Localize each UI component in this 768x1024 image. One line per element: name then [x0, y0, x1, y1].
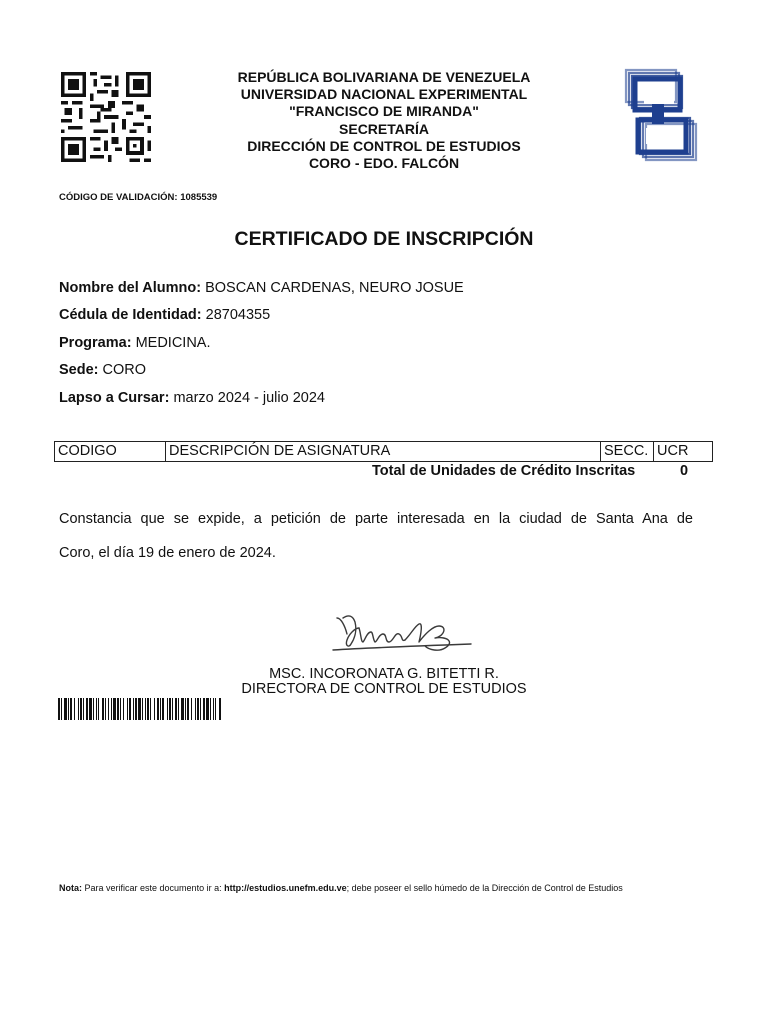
courses-table: [54, 441, 713, 462]
term-row: [59, 390, 325, 406]
site-value: CORO: [102, 362, 147, 378]
validation-code: [59, 192, 217, 203]
university-logo: [616, 66, 702, 166]
term-value: marzo 2024 - julio 2024: [173, 390, 325, 406]
program-value: MEDICINA.: [135, 335, 211, 351]
term-label: Lapso a Cursar:: [59, 390, 170, 406]
table-header-row: [55, 442, 713, 462]
total-credits-value: 0: [680, 463, 689, 479]
program-label: Programa:: [59, 335, 132, 351]
barcode-icon: [58, 698, 221, 720]
student-id-row: [59, 307, 270, 323]
column-header-code: CODIGO: [55, 442, 166, 462]
header-line-university: UNIVERSIDAD NACIONAL EXPERIMENTAL: [240, 86, 528, 103]
column-header-section: SECC.: [601, 442, 654, 462]
statement-line-2: Coro, el día 19 de enero de 2024.: [59, 545, 276, 561]
program-row: [59, 335, 210, 351]
signer-name: MSC. INCORONATA G. BITETTI R.: [269, 666, 499, 682]
total-credits-label: Total de Unidades de Crédito Inscritas: [372, 463, 636, 479]
student-id-label: Cédula de Identidad:: [59, 307, 202, 323]
signature: [315, 604, 475, 660]
validation-label: CÓDIGO DE VALIDACIÓN:: [59, 192, 178, 203]
header-line-location: CORO - EDO. FALCÓN: [308, 155, 460, 172]
student-name-row: [59, 280, 464, 296]
signer-position: DIRECTORA DE CONTROL DE ESTUDIOS: [241, 681, 527, 697]
note-text-1: Para verificar este documento ir a:: [84, 883, 222, 893]
student-name-label: Nombre del Alumno:: [59, 280, 202, 296]
note-label: Nota:: [59, 883, 82, 893]
student-id-value: 28704355: [205, 307, 271, 323]
student-name-value: BOSCAN CARDENAS, NEURO JOSUE: [205, 280, 464, 296]
signer-block: [0, 667, 768, 697]
verification-link[interactable]: http://estudios.unefm.edu.ve: [224, 883, 347, 893]
qr-code-icon: [58, 72, 154, 162]
footer-note: [59, 880, 696, 897]
document-header: [160, 69, 608, 172]
site-row: [59, 362, 146, 378]
header-line-secretariat: SECRETARÍA: [339, 120, 429, 137]
validation-value: 1085539: [180, 192, 218, 203]
note-text-2: ; debe poseer el sello húmedo de la Dirección de Control de Estudios: [346, 883, 623, 893]
column-header-description: DESCRIPCIÓN DE ASIGNATURA: [166, 442, 601, 462]
header-line-country: REPÚBLICA BOLIVARIANA DE VENEZUELA: [237, 69, 531, 85]
column-header-credits: UCR: [654, 442, 713, 462]
document-title: CERTIFICADO DE INSCRIPCIÓN: [234, 228, 534, 250]
header-line-direction: DIRECCIÓN DE CONTROL DE ESTUDIOS: [247, 137, 521, 154]
site-label: Sede:: [59, 362, 99, 378]
header-line-university-name: "FRANCISCO DE MIRANDA": [289, 103, 479, 120]
statement-line-1: Constancia que se expide, a petición de parte interesada en la ciudad de Santa Ana de: [59, 511, 693, 527]
